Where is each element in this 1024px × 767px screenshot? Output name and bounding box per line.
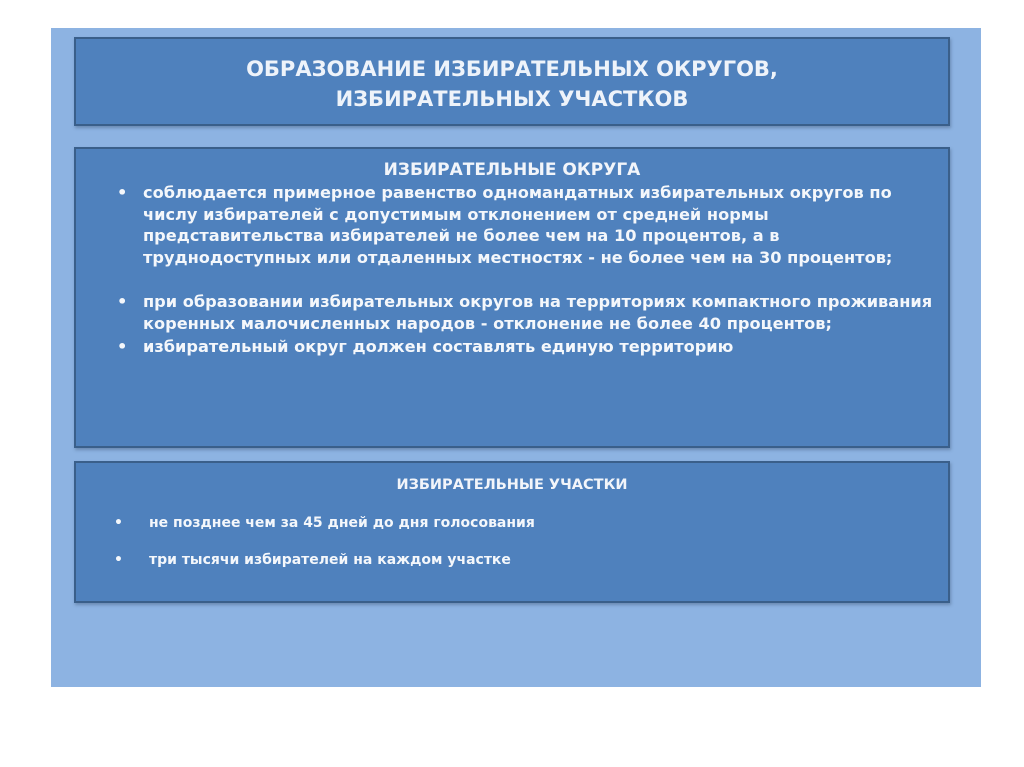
bullet-icon: •	[114, 515, 123, 531]
slide-title-line-1: ОБРАЗОВАНИЕ ИЗБИРАТЕЛЬНЫХ ОКРУГОВ,	[246, 56, 778, 81]
stations-heading: ИЗБИРАТЕЛЬНЫЕ УЧАСТКИ	[396, 477, 628, 493]
stations-bullet-item	[114, 550, 948, 570]
bullet-icon: •	[114, 552, 123, 568]
districts-bullet-item	[117, 182, 934, 268]
districts-bullet-item	[117, 291, 934, 334]
stations-bullet-list	[76, 513, 948, 570]
districts-bullet-text: соблюдается примерное равенство одномандатных избирательных округов по числу избирателей с допустимым отклонением от средней нормы представительства избирателей не более чем на 10 процентов, а в труднодоступных или отдаленных местностях - не более чем на 30 процентов;	[143, 183, 893, 267]
slide-canvas	[51, 28, 981, 687]
districts-heading: ИЗБИРАТЕЛЬНЫЕ ОКРУГА	[383, 160, 641, 180]
stations-bullet-text: три тысячи избирателей на каждом участке	[149, 552, 511, 568]
slide-title-line-2: ИЗБИРАТЕЛЬНЫХ УЧАСТКОВ	[335, 86, 689, 111]
stations-bullet-item	[114, 513, 948, 533]
bullet-icon: •	[117, 337, 128, 356]
districts-bullet-list	[76, 182, 948, 358]
bullet-icon: •	[117, 292, 128, 311]
bullet-icon: •	[117, 183, 128, 202]
districts-bullet-text: при образовании избирательных округов на территориях компактного проживания коренных малочисленных народов - отклонение не более 40 процентов;	[143, 292, 933, 333]
districts-bullet-text: избирательный округ должен составлять единую территорию	[143, 337, 734, 356]
polling-stations-panel	[74, 461, 950, 603]
districts-bullet-item	[117, 336, 934, 358]
title-panel	[74, 37, 950, 126]
electoral-districts-panel	[74, 147, 950, 448]
slide-title	[246, 54, 778, 114]
stations-bullet-text: не позднее чем за 45 дней до дня голосования	[149, 515, 535, 531]
